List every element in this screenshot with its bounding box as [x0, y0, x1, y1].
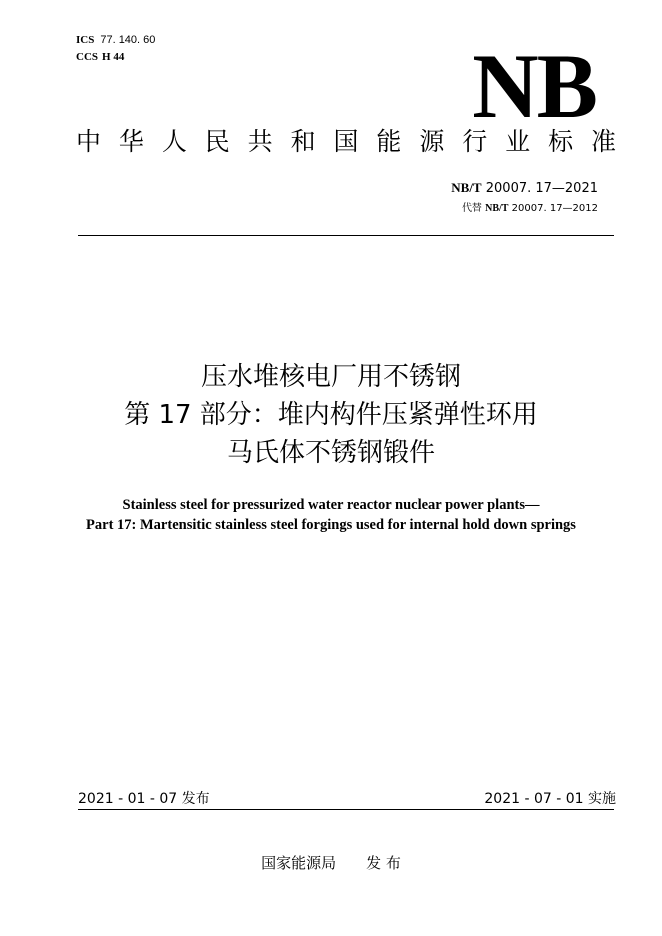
- header-rule: [78, 235, 614, 236]
- issuer-org: 国家能源局: [261, 854, 337, 872]
- implementation-date: 2021 - 07 - 01 实施: [484, 791, 616, 807]
- ccs-label: CCS: [76, 51, 99, 63]
- title-zh-line-2: 第 17 部分：堆内构件压紧弹性环用: [124, 400, 538, 430]
- standard-category-title: 中华人民共和国能源行业标准: [76, 127, 616, 156]
- standard-number-prefix: NB/T: [451, 180, 482, 195]
- ics-code: [76, 33, 155, 47]
- replaces-label: 代替: [461, 203, 482, 214]
- title-zh-line-1: 压水堆核电厂用不锈钢: [200, 362, 461, 392]
- ics-label: ICS: [76, 34, 95, 46]
- issuer: [0, 853, 662, 873]
- ccs-value: H 44: [102, 51, 125, 63]
- document-title-zh: [0, 358, 662, 472]
- ics-value: 77. 140. 60: [100, 34, 156, 46]
- replaces-prefix: NB/T: [485, 203, 509, 214]
- issue-date: 2021 - 01 - 07 发布: [78, 791, 210, 807]
- standard-number-value: 20007. 17—2021: [485, 181, 598, 196]
- replaces-standard: [462, 202, 598, 216]
- footer-rule: [78, 809, 614, 810]
- title-zh-line-3: 马氏体不锈钢锻件: [226, 438, 435, 468]
- nb-logo: NB: [472, 35, 596, 137]
- title-en-line-2: Part 17: Martensitic stainless steel forgings used for internal hold down springs: [86, 517, 576, 533]
- title-en-line-1: Stainless steel for pressurized water reactor nuclear power plants—: [122, 497, 540, 513]
- replaces-number: 20007. 17—2012: [511, 203, 598, 214]
- document-title-en: [0, 495, 662, 535]
- ccs-code: [76, 50, 124, 64]
- issuer-action: 发 布: [366, 854, 401, 872]
- standard-number: [451, 180, 598, 197]
